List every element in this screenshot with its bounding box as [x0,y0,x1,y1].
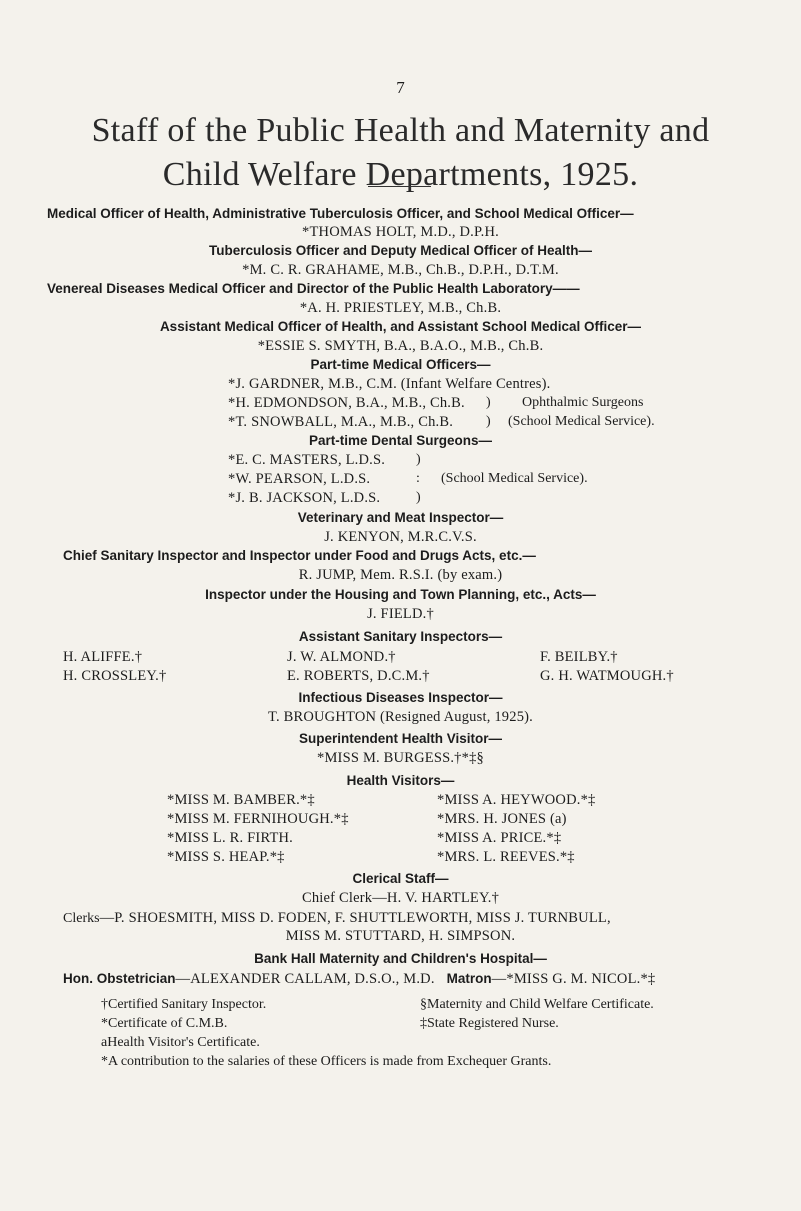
pt-dental-surgeon: *E. C. MASTERS, L.D.S. [228,452,386,468]
pt-dental-note: (School Medical Service). [441,471,588,486]
footnote: *A contribution to the salaries of these Officers is made from Exchequer Grants. [101,1054,552,1069]
obstetrician-name: —ALEXANDER CALLAM, D.S.O., M.D. [175,971,435,987]
hv-name: *MISS L. R. FIRTH. [167,830,294,846]
clerks-names-cont: MISS M. STUTTARD, H. SIMPSON. [285,928,516,944]
housing-heading: Inspector under the Housing and Town Planning, etc., Acts— [205,587,596,602]
asi-name: H. CROSSLEY.† [63,668,167,684]
pt-medical-officer: *H. EDMONDSON, B.A., M.B., Ch.B. [228,395,465,411]
hv-name: *MISS M. BAMBER.*‡ [167,792,315,808]
obstetrician-label: Hon. Obstetrician [63,971,176,986]
asi-name: H. ALIFFE.† [63,649,143,665]
infectious-name: T. BROUGHTON (Resigned August, 1925). [267,709,534,725]
asi-name: E. ROBERTS, D.C.M.† [287,668,430,684]
pt-medical-heading: Part-time Medical Officers— [310,357,491,372]
bank-hall-heading: Bank Hall Maternity and Children's Hospital— [254,951,547,966]
brace-mark: ) [486,414,491,429]
assistant-moh-name: *ESSIE S. SMYTH, B.A., B.A.O., M.B., Ch.B. [257,338,544,354]
moh-name: *THOMAS HOLT, M.D., D.P.H. [302,224,499,240]
brace-mark: ) [416,452,421,467]
asi-name: J. W. ALMOND.† [287,649,396,665]
pt-dental-heading: Part-time Dental Surgeons— [308,433,493,448]
footnote: †Certified Sanitary Inspector. [101,997,267,1012]
tb-name: *M. C. R. GRAHAME, M.B., Ch.B., D.P.H., D.T.M. [242,262,559,278]
pt-dental-surgeon: *W. PEARSON, L.D.S. [228,471,371,487]
housing-name: J. FIELD.† [367,606,434,622]
hv-heading: Health Visitors— [346,773,455,788]
page-title-line-2: Child Welfare Departments, 1925. [162,156,639,193]
matron-name: —*MISS G. M. NICOL.*‡ [491,971,656,987]
hospital-staff-line [63,970,655,988]
asi-name: F. BEILBY.† [540,649,618,665]
shv-name: *MISS M. BURGESS.†*‡§ [317,750,484,766]
vet-heading: Veterinary and Meat Inspector— [297,510,504,525]
page-title-line-1: Staff of the Public Health and Maternity and [91,112,710,149]
footnote: *Certificate of C.M.B. [101,1016,228,1031]
clerks-names: —P. SHOESMITH, MISS D. FODEN, F. SHUTTLEWORTH, MISS J. TURNBULL, [99,910,611,926]
pt-medical-officer: *J. GARDNER, M.B., C.M. (Infant Welfare Centres). [228,376,551,392]
hv-name: *MISS M. FERNIHOUGH.*‡ [167,811,349,827]
tb-heading: Tuberculosis Officer and Deputy Medical Officer of Health— [208,243,593,258]
brace-mark: ) [486,395,491,410]
chief-clerk: Chief Clerk—H. V. HARTLEY.† [301,890,500,906]
clerical-heading: Clerical Staff— [352,871,449,886]
vet-name: J. KENYON, M.R.C.V.S. [324,529,477,545]
moh-heading: Medical Officer of Health, Administrative Tuberculosis Officer, and School Medical Officer— [47,206,634,221]
clerks-line [63,909,611,927]
pt-medical-officer: *T. SNOWBALL, M.A., M.B., Ch.B. [228,414,454,430]
hv-name: *MISS A. PRICE.*‡ [437,830,562,846]
csi-name: R. JUMP, Mem. R.S.I. (by exam.) [298,567,503,583]
vd-heading: Venereal Diseases Medical Officer and Director of the Public Health Laboratory—— [47,281,580,296]
asi-heading: Assistant Sanitary Inspectors— [298,629,503,644]
hv-name: *MISS S. HEAP.*‡ [167,849,285,865]
hv-name: *MISS A. HEYWOOD.*‡ [437,792,596,808]
hv-name: *MRS. L. REEVES.*‡ [437,849,575,865]
csi-heading: Chief Sanitary Inspector and Inspector under Food and Drugs Acts, etc.— [63,548,536,563]
clerks-label: Clerks [63,911,100,926]
matron-label: Matron [446,971,492,986]
pt-dental-surgeon: *J. B. JACKSON, L.D.S. [228,490,381,506]
footnote: §Maternity and Child Welfare Certificate. [420,997,654,1012]
title-divider [368,186,431,187]
footnote: aHealth Visitor's Certificate. [101,1035,260,1050]
footnote: ‡State Registered Nurse. [420,1016,559,1031]
pt-medical-note: (School Medical Service). [508,414,655,429]
assistant-moh-heading: Assistant Medical Officer of Health, and Assistant School Medical Officer— [159,319,642,334]
brace-mark: : [416,471,420,486]
vd-name: *A. H. PRIESTLEY, M.B., Ch.B. [299,300,502,316]
brace-mark: ) [416,490,421,505]
page-number: 7 [396,78,405,97]
pt-medical-note: Ophthalmic Surgeons [522,395,644,410]
hv-name: *MRS. H. JONES (a) [437,811,567,827]
infectious-heading: Infectious Diseases Inspector— [298,690,503,705]
shv-heading: Superintendent Health Visitor— [298,731,503,746]
asi-name: G. H. WATMOUGH.† [540,668,674,684]
